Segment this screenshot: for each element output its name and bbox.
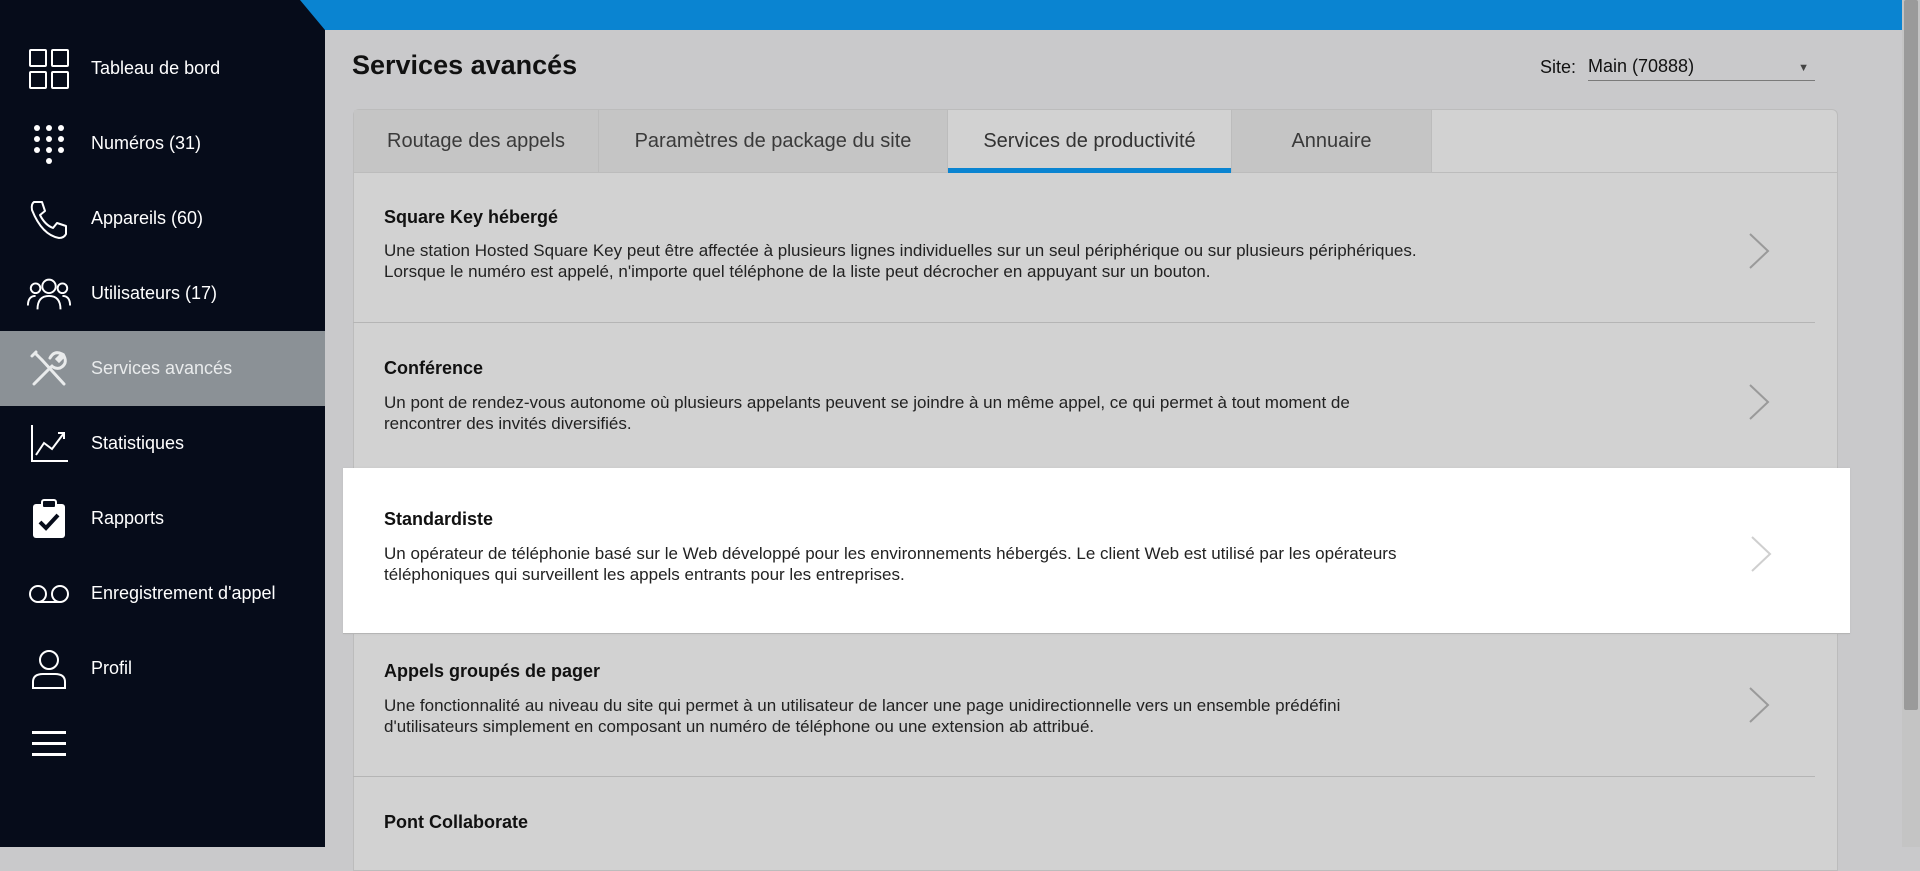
service-item-receptionist[interactable] — [343, 468, 1850, 634]
user-profile-icon — [26, 646, 72, 692]
site-select[interactable] — [1588, 52, 1815, 81]
sidebar-item-profile[interactable] — [0, 631, 325, 706]
sidebar-item-statistics[interactable] — [0, 406, 325, 481]
clipboard-check-icon — [26, 496, 72, 542]
service-description-line: d'utilisateurs simplement en composant un numéro de téléphone ou une extension ab attribué. — [384, 717, 1095, 736]
service-item-square-key[interactable] — [353, 172, 1815, 323]
sidebar-item-label: Statistiques — [91, 433, 185, 453]
service-description-line: Lorsque le numéro est appelé, n'importe quel téléphone de la liste peut décrocher en appuyant sur un bouton. — [384, 262, 1211, 281]
sidebar-item-label: Enregistrement d'appel — [91, 583, 276, 603]
service-title: Appels groupés de pager — [384, 661, 601, 681]
service-description-line: Un pont de rendez-vous autonome où plusieurs appelants peuvent se joindre à un même appel, ce qui permet à tout moment de — [384, 393, 1350, 412]
service-description — [384, 695, 1444, 737]
sidebar-item-devices[interactable] — [0, 181, 325, 256]
sidebar-item-label: Numéros (31) — [91, 133, 202, 153]
hamburger-menu-icon — [26, 721, 72, 767]
users-icon — [26, 271, 72, 317]
chevron-right-icon — [1748, 383, 1770, 421]
service-title: Conférence — [384, 358, 484, 378]
sidebar-item-label: Tableau de bord — [91, 58, 221, 78]
dialpad-icon — [26, 121, 72, 167]
tools-icon — [26, 346, 72, 392]
sidebar-item-label: Services avancés — [91, 358, 233, 378]
service-description-line: Une station Hosted Square Key peut être affectée à plusieurs lignes individuelles sur un seul périphérique ou sur plusieurs périphériques. — [384, 241, 1417, 260]
sidebar-item-advanced-services[interactable] — [0, 331, 325, 406]
tab-label: Annuaire — [1291, 129, 1372, 152]
topbar-notch — [300, 0, 325, 30]
service-description — [384, 543, 1444, 585]
service-title: Pont Collaborate — [384, 812, 529, 832]
voicemail-icon — [26, 571, 72, 617]
sidebar-item-label: Utilisateurs (17) — [91, 283, 218, 303]
service-description — [384, 392, 1444, 434]
tab-label: Routage des appels — [387, 129, 565, 152]
service-item-pager-group[interactable] — [353, 626, 1815, 777]
caret-down-icon: ▼ — [1798, 62, 1809, 74]
scrollbar-thumb[interactable] — [1904, 0, 1918, 710]
site-label: Site: — [1540, 57, 1577, 77]
menu-toggle-button[interactable] — [0, 706, 325, 781]
phone-icon — [26, 196, 72, 242]
chevron-right-icon — [1750, 535, 1772, 573]
top-bar — [325, 0, 1902, 30]
chevron-right-icon — [1748, 686, 1770, 724]
service-description — [384, 240, 1444, 282]
chart-line-icon — [26, 421, 72, 467]
tab-productivity-services[interactable] — [948, 110, 1232, 172]
tab-label: Services de productivité — [983, 129, 1196, 152]
tab-call-routing[interactable] — [354, 110, 599, 172]
tab-site-package-settings[interactable] — [599, 110, 948, 172]
service-item-conference[interactable] — [353, 323, 1815, 474]
page-title: Services avancés — [352, 50, 578, 80]
scrollbar-track[interactable] — [1902, 0, 1920, 847]
tab-directory[interactable] — [1232, 110, 1432, 172]
service-description-line: téléphoniques qui surveillent les appels entrants pour les entreprises. — [384, 565, 905, 584]
service-title: Square Key hébergé — [384, 207, 559, 227]
service-item-collaborate-bridge[interactable] — [353, 777, 1815, 847]
dashboard-grid-icon — [26, 46, 72, 92]
sidebar-item-numbers[interactable] — [0, 106, 325, 181]
service-description-line: Un opérateur de téléphonie basé sur le Web développé pour les environnements hébergés. Le client Web est utilisé par les opérateurs — [384, 544, 1397, 563]
sidebar-item-reports[interactable] — [0, 481, 325, 556]
tab-label: Paramètres de package du site — [634, 129, 912, 152]
chevron-right-icon — [1748, 232, 1770, 270]
tab-bar — [354, 110, 1837, 173]
service-description-line: Une fonctionnalité au niveau du site qui permet à un utilisateur de lancer une page unidirectionnelle vers un ensemble prédéfini — [384, 696, 1341, 715]
service-description-line: rencontrer des invités diversifiés. — [384, 414, 632, 433]
service-title: Standardiste — [384, 509, 494, 529]
sidebar-item-label: Appareils (60) — [91, 208, 204, 228]
sidebar-item-label: Profil — [91, 658, 133, 678]
sidebar-item-label: Rapports — [91, 508, 165, 528]
sidebar-item-call-recording[interactable] — [0, 556, 325, 631]
sidebar — [0, 0, 325, 847]
sidebar-item-dashboard[interactable] — [0, 31, 325, 106]
site-select-value: Main (70888) — [1588, 56, 1695, 76]
sidebar-item-users[interactable] — [0, 256, 325, 331]
